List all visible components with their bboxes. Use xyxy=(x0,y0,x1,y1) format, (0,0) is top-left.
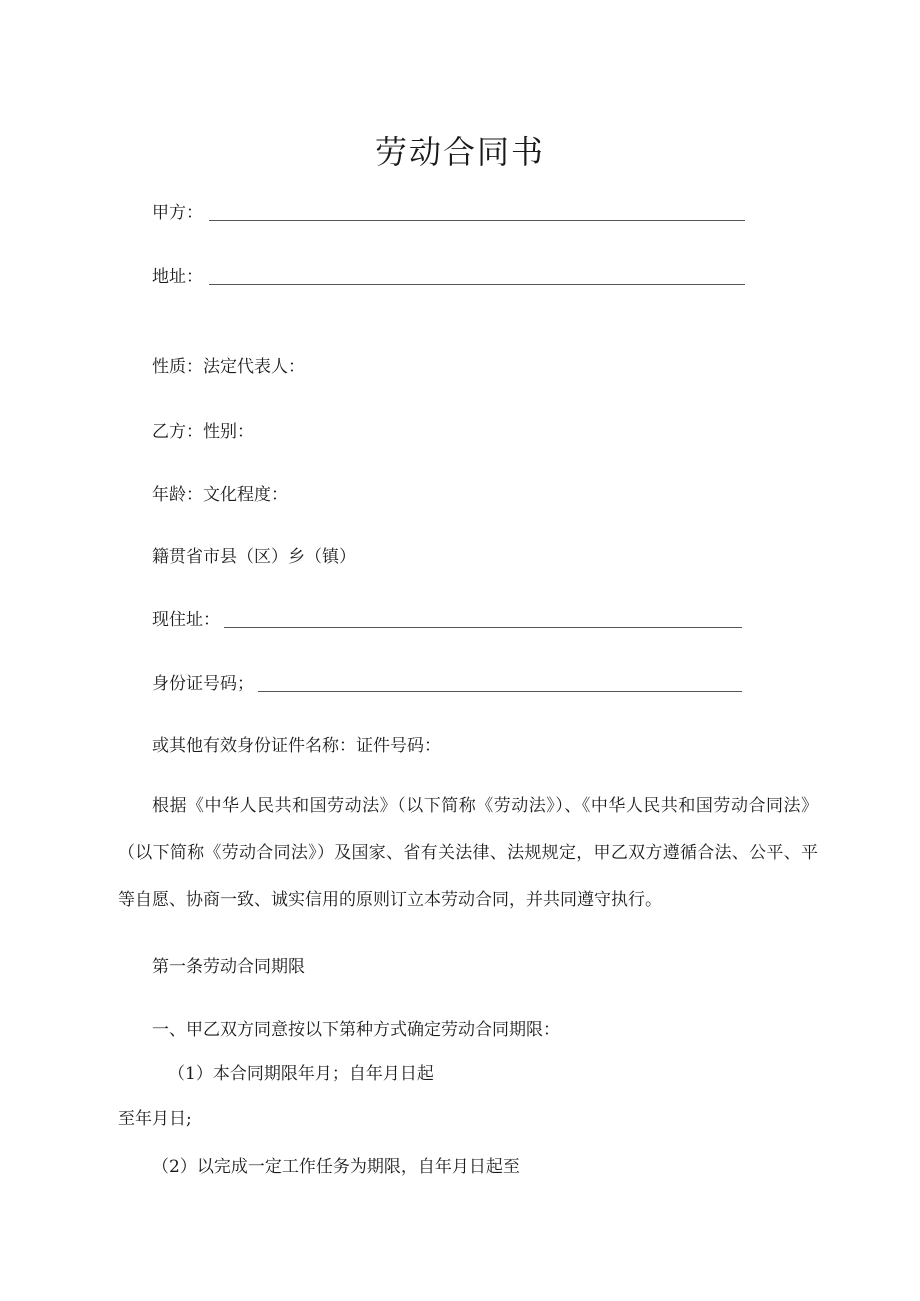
address-blank[interactable] xyxy=(209,270,745,285)
current-address-blank[interactable] xyxy=(224,613,742,628)
current-address-field xyxy=(152,608,742,632)
other-id-line: 或其他有效身份证件名称：证件号码： xyxy=(152,736,441,756)
article1-heading: 第一条劳动合同期限 xyxy=(152,957,305,977)
id-number-label: 身份证号码； xyxy=(152,674,254,694)
party-a-blank[interactable] xyxy=(209,206,745,221)
party-b-gender-line: 乙方：性别： xyxy=(152,422,254,442)
article1-option2: （2）以完成一定工作任务为期限，自年月日起至 xyxy=(152,1157,520,1177)
native-place-line: 籍贯省市县（区）乡（镇） xyxy=(152,547,356,567)
article1-option1: （1）本合同期限年月；自年月日起 xyxy=(168,1064,434,1084)
address-field xyxy=(152,265,745,289)
party-a-field xyxy=(152,201,745,225)
id-number-field xyxy=(152,672,742,696)
address-label: 地址： xyxy=(152,267,203,287)
preamble-paragraph: 根据《中华人民共和国劳动法》（以下简称《劳动法》）、《中华人民共和国劳动合同法》（以下简称《劳动合同法》）及国家、省有关法律、法规规定，甲乙双方遵循合法、公平、平等自愿、协商一致、诚实信用的原则订立本劳动合同，并共同遵守执行。 xyxy=(118,796,818,910)
id-number-blank[interactable] xyxy=(258,677,742,692)
current-address-label: 现住址： xyxy=(152,610,220,630)
age-education-line: 年龄：文化程度： xyxy=(152,485,288,505)
nature-representative-line: 性质：法定代表人： xyxy=(152,357,305,377)
article1-option1-continued: 至年月日; xyxy=(118,1109,192,1129)
article1-clause1: 一、甲乙双方同意按以下第种方式确定劳动合同期限： xyxy=(152,1020,560,1040)
document-title: 劳动合同书 xyxy=(374,133,545,171)
party-a-label: 甲方： xyxy=(152,203,203,223)
